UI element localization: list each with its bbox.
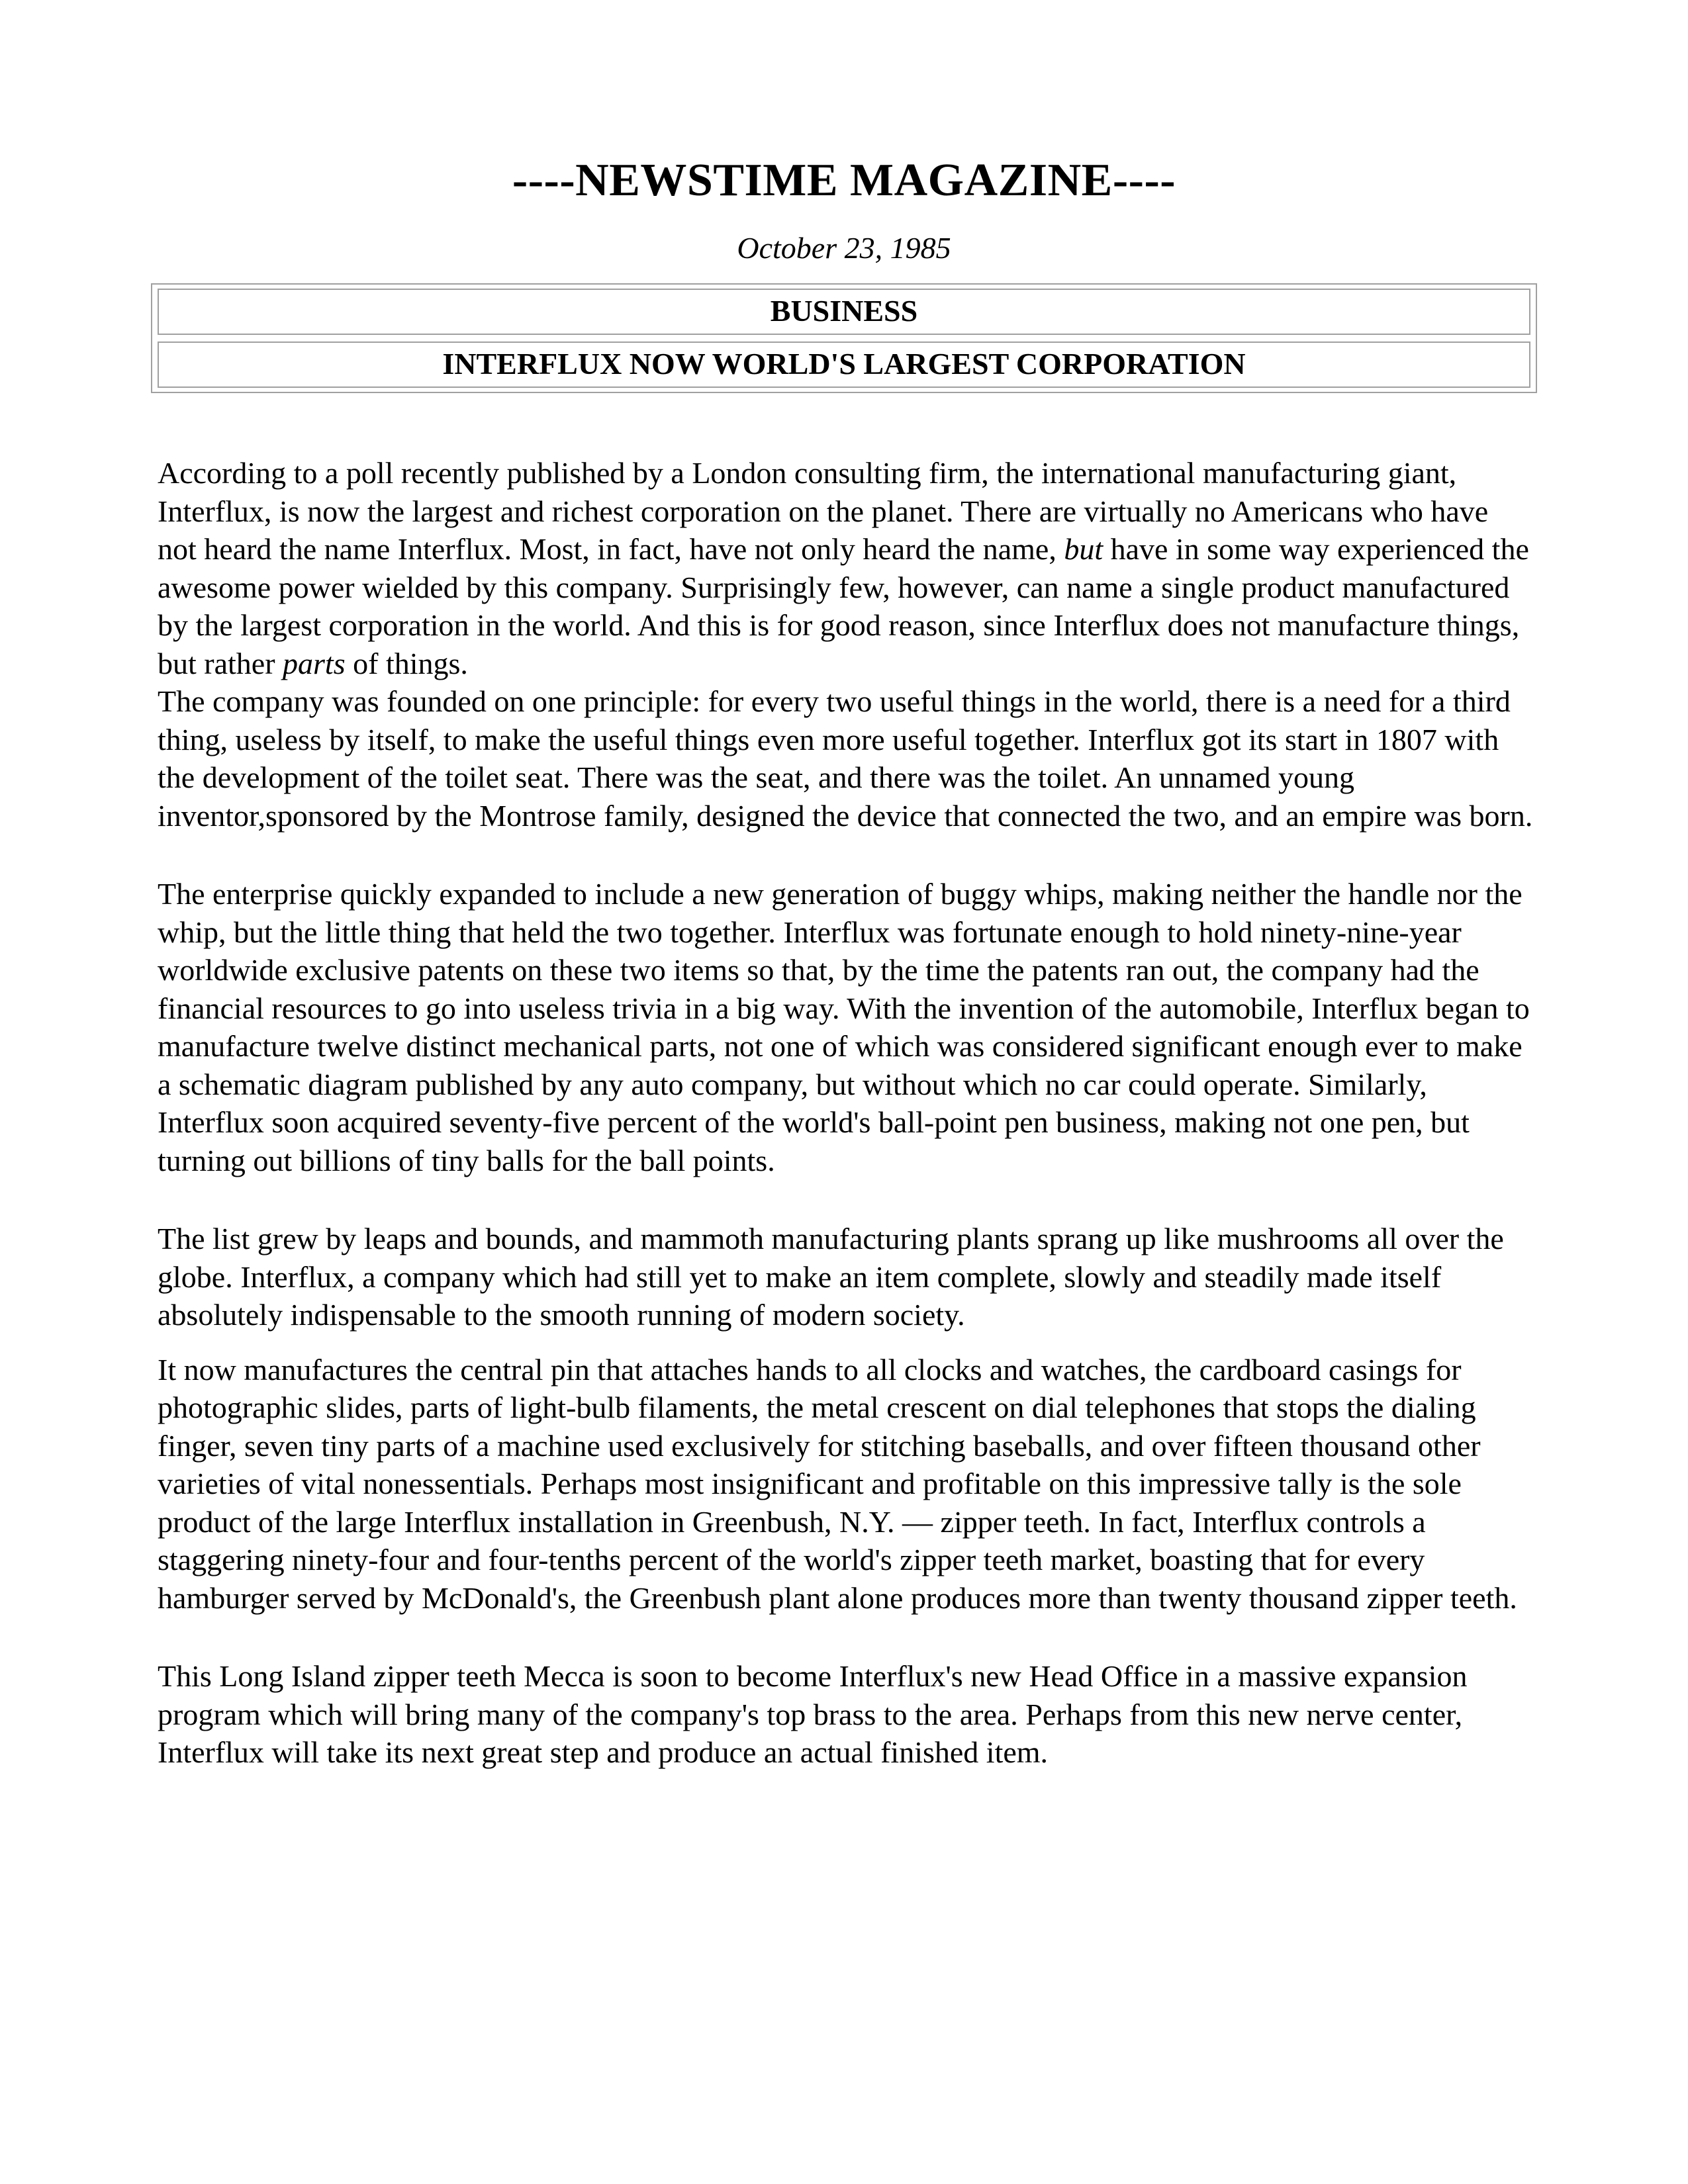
article-paragraph-1 bbox=[158, 454, 1534, 682]
magazine-masthead: ----NEWSTIME MAGAZINE---- bbox=[512, 155, 1176, 206]
article-paragraph-2: The company was founded on one principle: for every two useful things in the world, there is a need for a third thing, useless by itself, to make the useful things even more useful together. Interflux got its start in 1807 with the development of the toilet seat. There was the seat, and there was the toilet. An unnamed young inventor,sponsored by the Montrose family, designed the device that connected the two, and an empire was born. bbox=[158, 684, 1533, 833]
issue-date: October 23, 1985 bbox=[737, 231, 951, 265]
paragraph-1-text-b: have in some way experienced the awesome power wielded by this company. Surprisingly few, however, can name a single product manufactured by the largest corporation in the world. And this is for good reason, since Interflux does not manufacture things, but rather bbox=[158, 532, 1529, 680]
article-paragraph-5: It now manufactures the central pin that attaches hands to all clocks and watches, the cardboard casings for photographic slides, parts of light-bulb filaments, the metal crescent on dial telephones that stops the dialing finger, seven tiny parts of a machine used exclusively for stitching baseballs, and over fifteen thousand other varieties of vital nonessentials. Perhaps most insignificant and profitable on this impressive tally is the sole product of the large Interflux installation in Greenbush, N.Y. — zipper teeth. In fact, Interflux controls a staggering ninety-four and four-tenths percent of the world's zipper teeth market, boasting that for every hamburger served by McDonald's, the Greenbush plant alone produces more than twenty thousand zipper teeth. bbox=[158, 1352, 1517, 1615]
section-label: BUSINESS bbox=[158, 289, 1530, 335]
article-headline: INTERFLUX NOW WORLD'S LARGEST CORPORATION bbox=[158, 341, 1530, 388]
article-header-table bbox=[151, 283, 1537, 393]
article-body bbox=[158, 454, 1534, 1772]
article-paragraph-4: The list grew by leaps and bounds, and mammoth manufacturing plants sprang up like mushrooms all over the globe. Interflux, a company which had still yet to make an item complete, slowly and steadily made itself absolutely indispensable to the smooth running of modern society. bbox=[158, 1222, 1504, 1332]
paragraph-1-emphasis-but: but bbox=[1064, 532, 1103, 566]
paragraph-1-text-c: of things. bbox=[345, 646, 468, 680]
paragraph-1-emphasis-parts: parts bbox=[283, 646, 346, 680]
article-paragraph-6: This Long Island zipper teeth Mecca is soon to become Interflux's new Head Office in a massive expansion program which will bring many of the company's top brass to the area. Perhaps from this new nerve center, Interflux will take its next great step and produce an actual finished item. bbox=[158, 1659, 1468, 1769]
article-paragraph-3: The enterprise quickly expanded to include a new generation of buggy whips, making neither the handle nor the whip, but the little thing that held the two together. Interflux was fortunate enough to hold ninety-nine-year worldwide exclusive patents on these two items so that, by the time the patents ran out, the company had the financial resources to go into useless trivia in a big way. With the invention of the automobile, Interflux began to manufacture twelve distinct mechanical parts, not one of which was considered significant enough ever to make a schematic diagram published by any auto company, but without which no car could operate. Similarly, Interflux soon acquired seventy-five percent of the world's ball-point pen business, making not one pen, but turning out billions of tiny balls for the ball points. bbox=[158, 877, 1530, 1177]
paragraph-1-text-a: According to a poll recently published by a London consulting firm, the international manufacturing giant, Interflux, is now the largest and richest corporation on the planet. There are virtually no Americans who have not heard the name Interflux. Most, in fact, have not only heard the name, bbox=[158, 456, 1489, 566]
